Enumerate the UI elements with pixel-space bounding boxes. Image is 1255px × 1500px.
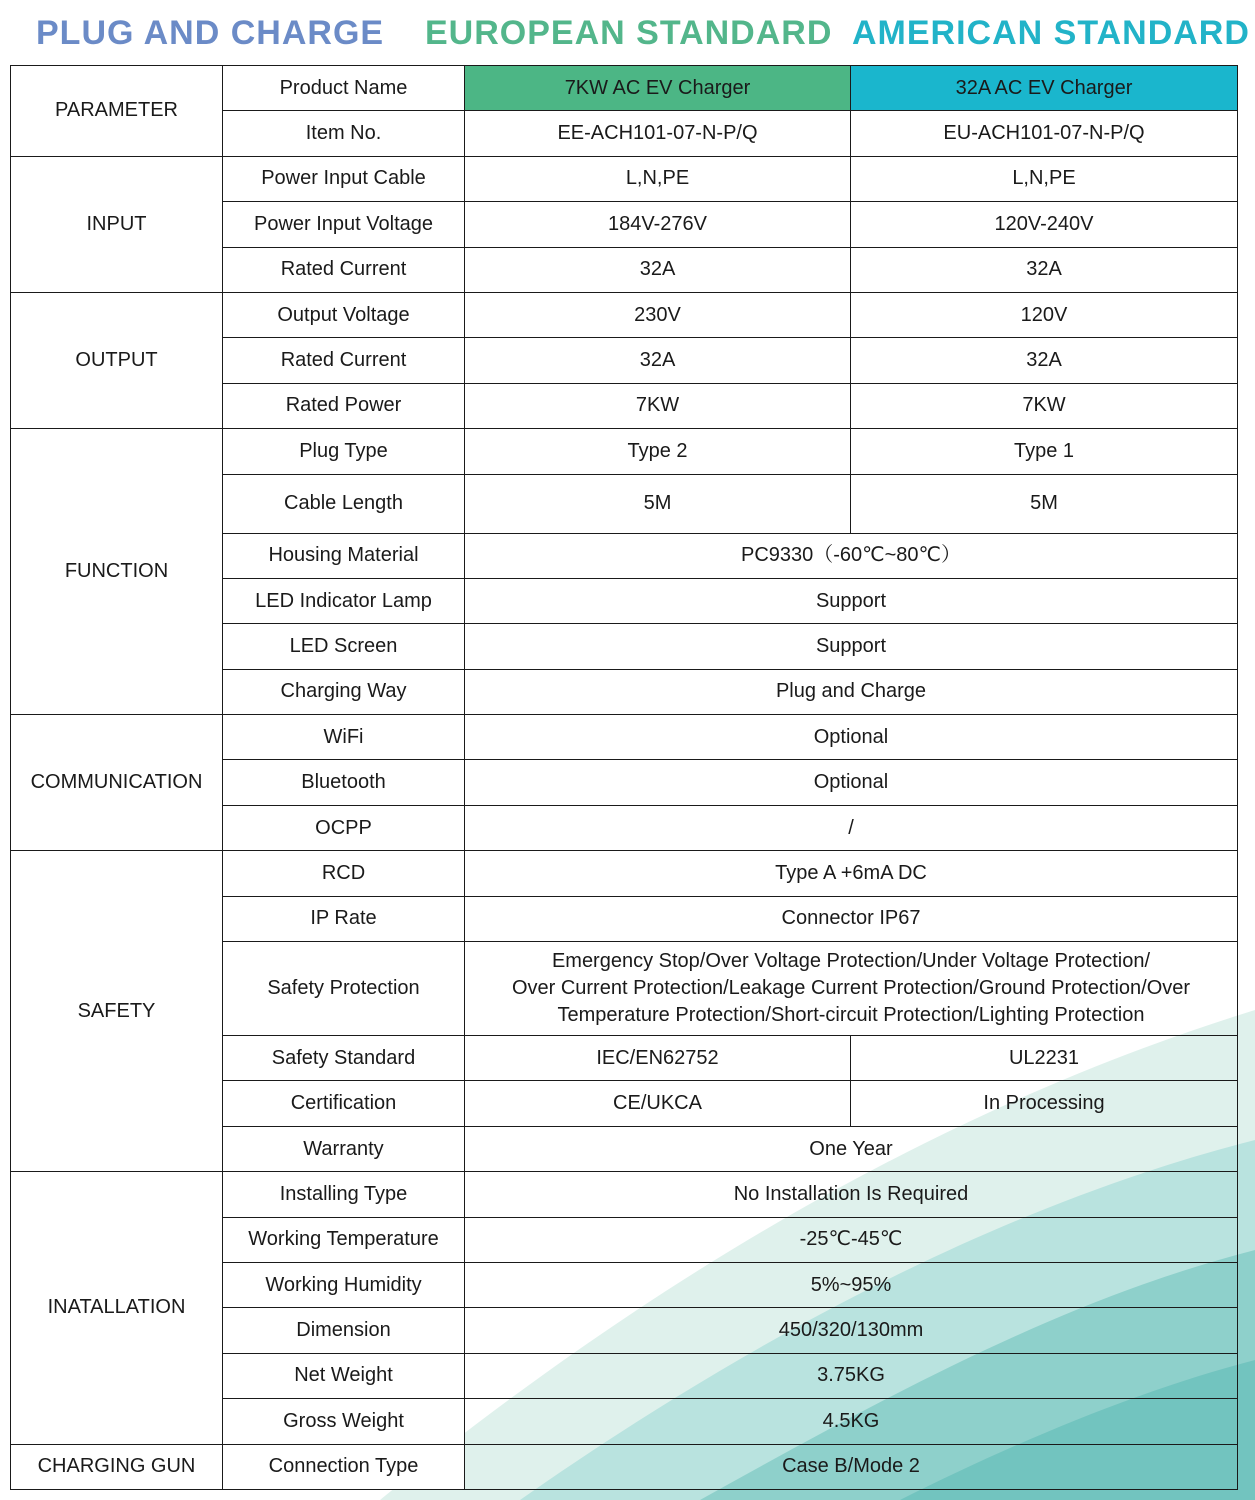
param-label: Net Weight [223,1353,465,1398]
us-value: 120V [851,292,1238,337]
spec-table [10,65,1238,1490]
us-product-name: 32A AC EV Charger [851,66,1238,111]
param-label: Power Input Cable [223,156,465,201]
section-safety: SAFETY [11,851,223,1172]
header [0,14,1255,60]
shared-value: Connector IP67 [465,896,1238,941]
table-row [11,156,1238,201]
table-row [11,715,1238,760]
safety-protection-line: Temperature Protection/Short-circuit Protection/Lighting Protection [557,1004,1145,1027]
param-label: Housing Material [223,533,465,578]
param-label: Safety Standard [223,1036,465,1081]
eu-value: EE-ACH101-07-N-P/Q [465,111,851,156]
param-label: Cable Length [223,474,465,533]
shared-value: / [465,805,1238,850]
param-label: Connection Type [223,1444,465,1489]
param-label: WiFi [223,715,465,760]
table-row [11,851,1238,896]
param-label: Output Voltage [223,292,465,337]
safety-protection-line: Emergency Stop/Over Voltage Protection/Under Voltage Protection/ [551,950,1151,973]
us-value: 120V-240V [851,202,1238,247]
table-row [11,1172,1238,1217]
section-charging-gun: CHARGING GUN [11,1444,223,1489]
us-value: 32A [851,247,1238,292]
section-function: FUNCTION [11,429,223,715]
eu-value: Type 2 [465,429,851,474]
shared-value: No Installation Is Required [465,1172,1238,1217]
param-label: Certification [223,1081,465,1126]
param-label: LED Screen [223,624,465,669]
table-row [11,429,1238,474]
param-label: Rated Power [223,383,465,428]
safety-protection-text [465,942,1238,1036]
param-label: Rated Current [223,338,465,383]
shared-value: 4.5KG [465,1399,1238,1444]
param-label: LED Indicator Lamp [223,578,465,623]
shared-value: 450/320/130mm [465,1308,1238,1353]
param-label: Bluetooth [223,760,465,805]
section-output: OUTPUT [11,292,223,428]
shared-value: 5%~95% [465,1262,1238,1307]
eu-value: 32A [465,247,851,292]
shared-value: Plug and Charge [465,669,1238,714]
us-value: 7KW [851,383,1238,428]
european-standard-title: EUROPEAN STANDARD [425,14,833,52]
shared-value: Support [465,624,1238,669]
shared-value: -25℃-45℃ [465,1217,1238,1262]
param-label: IP Rate [223,896,465,941]
param-label: Plug Type [223,429,465,474]
shared-value: Optional [465,715,1238,760]
shared-value: One Year [465,1126,1238,1171]
param-label: Power Input Voltage [223,202,465,247]
param-label: RCD [223,851,465,896]
us-value: 5M [851,474,1238,533]
us-value: Type 1 [851,429,1238,474]
table-row [11,66,1238,111]
shared-value: PC9330（-60℃~80℃） [465,533,1238,578]
param-label: Product Name [223,66,465,111]
eu-value: 32A [465,338,851,383]
american-standard-title: AMERICAN STANDARD [852,14,1250,52]
param-label: Rated Current [223,247,465,292]
section-input: INPUT [11,156,223,292]
table-row [11,292,1238,337]
eu-value: L,N,PE [465,156,851,201]
section-installation: INATALLATION [11,1172,223,1444]
param-label: OCPP [223,805,465,850]
shared-value: 3.75KG [465,1353,1238,1398]
param-label: Installing Type [223,1172,465,1217]
eu-value: 5M [465,474,851,533]
eu-value: 7KW [465,383,851,428]
param-label: Dimension [223,1308,465,1353]
us-value: EU-ACH101-07-N-P/Q [851,111,1238,156]
safety-protection-line: Over Current Protection/Leakage Current Protection/Ground Protection/Over [511,977,1191,1000]
param-label: Working Temperature [223,1217,465,1262]
us-value: 32A [851,338,1238,383]
eu-value: 184V-276V [465,202,851,247]
shared-value: Optional [465,760,1238,805]
section-parameter: PARAMETER [11,66,223,157]
us-value: L,N,PE [851,156,1238,201]
section-communication: COMMUNICATION [11,715,223,851]
eu-value: 230V [465,292,851,337]
param-label: Gross Weight [223,1399,465,1444]
shared-value: Case B/Mode 2 [465,1444,1238,1489]
us-value: UL2231 [851,1036,1238,1081]
eu-product-name: 7KW AC EV Charger [465,66,851,111]
shared-value: Support [465,578,1238,623]
param-label: Working Humidity [223,1262,465,1307]
shared-value: Type A +6mA DC [465,851,1238,896]
us-value: In Processing [851,1081,1238,1126]
param-label: Safety Protection [223,942,465,1036]
table-row [11,1444,1238,1489]
param-label: Charging Way [223,669,465,714]
param-label: Item No. [223,111,465,156]
param-label: Warranty [223,1126,465,1171]
eu-value: IEC/EN62752 [465,1036,851,1081]
eu-value: CE/UKCA [465,1081,851,1126]
plug-and-charge-title: PLUG AND CHARGE [36,14,385,52]
